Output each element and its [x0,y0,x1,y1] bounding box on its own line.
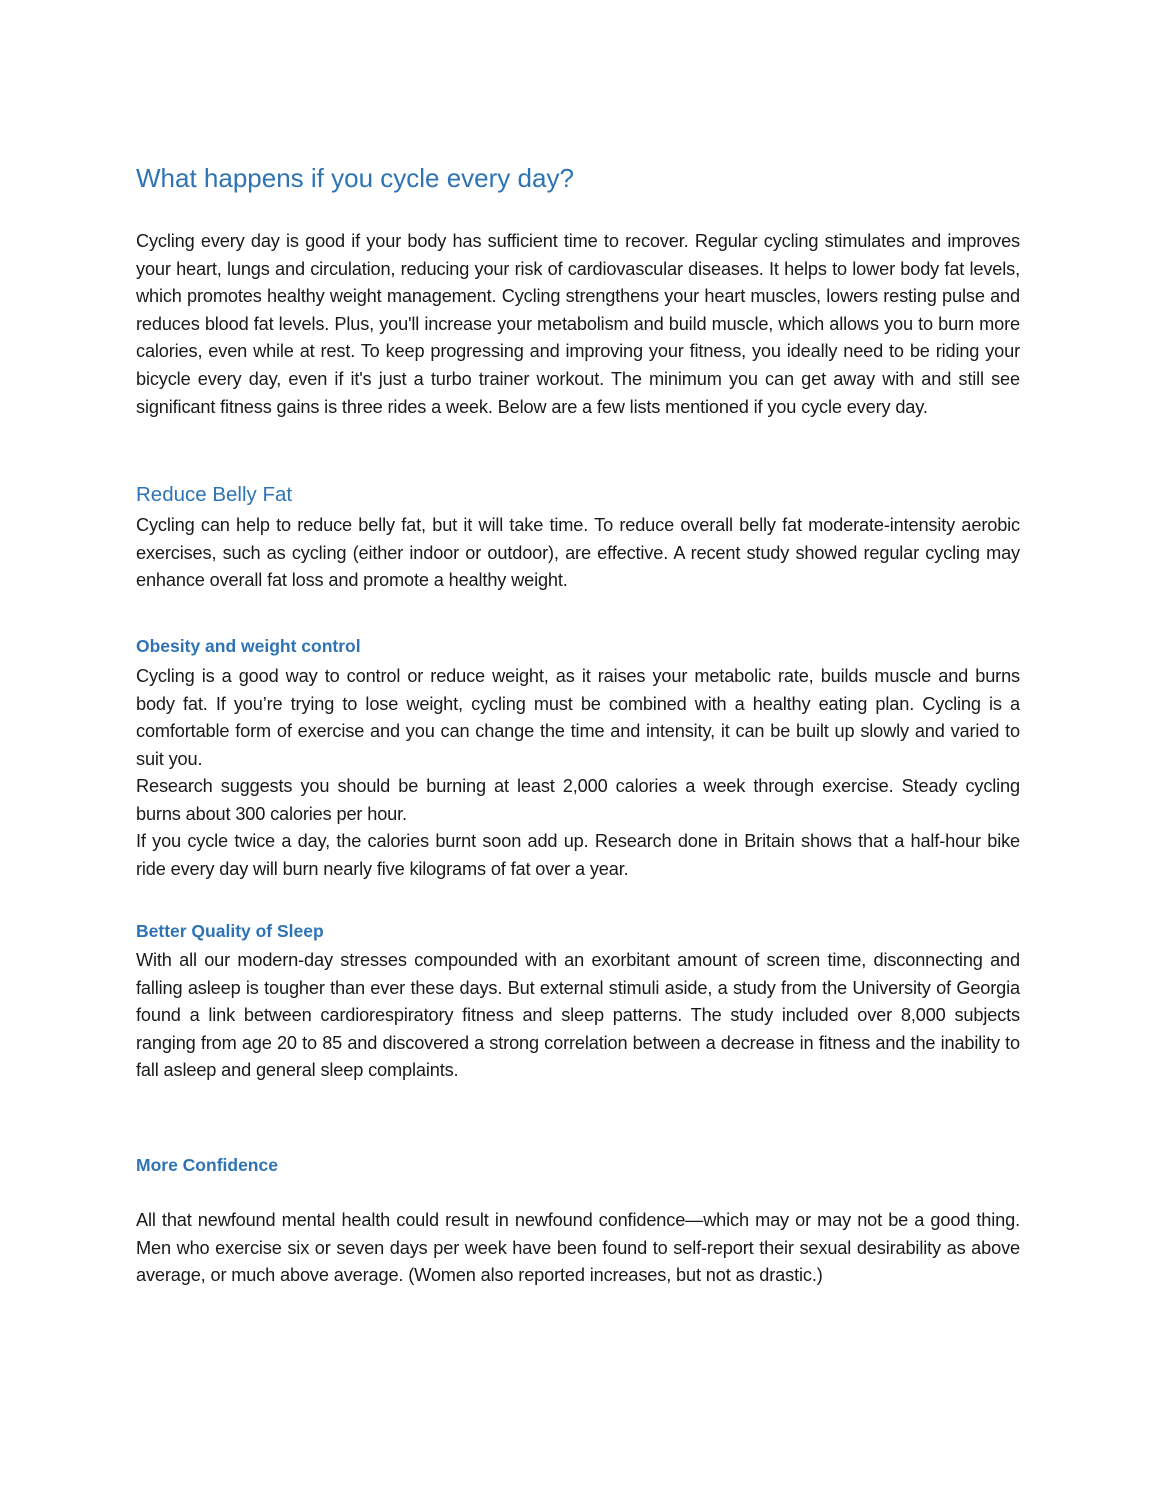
intro-paragraph: Cycling every day is good if your body has sufficient time to recover. Regular cycling stimulates and improves your heart, lungs and circulation, reducing your risk of cardiovascular diseases. It helps to lower body fat levels, which promotes healthy weight management. Cycling strengthens your heart muscles, lowers resting pulse and reduces blood fat levels. Plus, you'll increase your metabolism and build muscle, which allows you to burn more calories, even while at rest. To keep progressing and improving your fitness, you ideally need to be riding your bicycle every day, even if it's just a turbo trainer workout. The minimum you can get away with and still see significant fitness gains is three rides a week. Below are a few lists mentioned if you cycle every day. [136,231,1020,417]
confidence-paragraph: All that newfound mental health could result in newfound confidence—which may or may not be a good thing. Men who exercise six or seven days per week have been found to self-report their sexual desirability as above average, or much above average. (Women also reported increases, but not as drastic.) [136,1210,1020,1286]
section-heading-sleep: Better Quality of Sleep [136,921,324,941]
section-heading-obesity: Obesity and weight control [136,636,361,656]
obesity-paragraph-1: Cycling is a good way to control or reduce weight, as it raises your metabolic rate, builds muscle and burns body fat. If you’re trying to lose weight, cycling must be combined with a healthy eating plan. Cycling is a comfortable form of exercise and you can change the time and intensity, it can be built up slowly and varied to suit you. [136,666,1020,769]
section-heading-confidence: More Confidence [136,1155,278,1175]
section-heading-belly-fat: Reduce Belly Fat [136,483,293,506]
obesity-paragraph-2: Research suggests you should be burning at least 2,000 calories a week through exercise. Steady cycling burns about 300 calories per hour. [136,776,1020,824]
belly-fat-paragraph: Cycling can help to reduce belly fat, but it will take time. To reduce overall belly fat moderate-intensity aerobic exercises, such as cycling (either indoor or outdoor), are effective. A recent study showed regular cycling may enhance overall fat loss and promote a healthy weight. [136,515,1020,591]
obesity-paragraph-3: If you cycle twice a day, the calories burnt soon add up. Research done in Britain shows that a half-hour bike ride every day will burn nearly five kilograms of fat over a year. [136,831,1020,879]
page-title: What happens if you cycle every day? [136,163,574,193]
sleep-paragraph: With all our modern-day stresses compounded with an exorbitant amount of screen time, disconnecting and falling asleep is tougher than ever these days. But external stimuli aside, a study from the University of Georgia found a link between cardiorespiratory fitness and sleep patterns. The study included over 8,000 subjects ranging from age 20 to 85 and discovered a strong correlation between a decrease in fitness and the inability to fall asleep and general sleep complaints. [136,950,1020,1081]
